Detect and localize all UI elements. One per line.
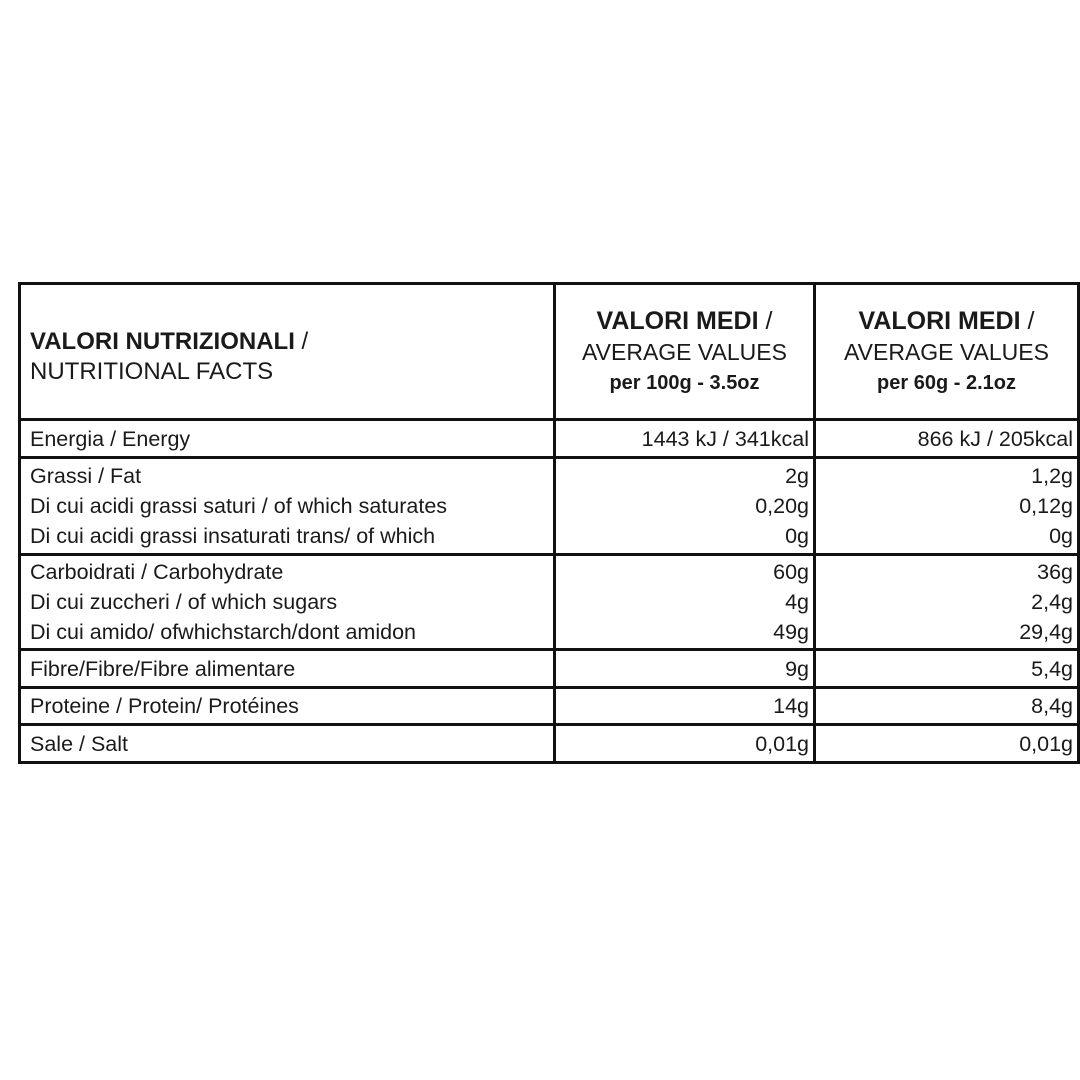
nutrient-value: 8,4g — [1031, 694, 1073, 718]
value-per-100g — [555, 688, 815, 725]
row-protein — [20, 688, 1079, 725]
value-per-60g — [815, 725, 1079, 763]
col-portion: per 100g - 3.5oz — [609, 371, 760, 394]
nutrient-value: 1,2g — [1031, 464, 1073, 488]
nutrient-value: 9g — [785, 656, 809, 681]
row-carbohydrate — [20, 555, 1079, 650]
table-header-row — [20, 284, 1079, 420]
nutrient-label: Grassi / Fat — [30, 464, 142, 488]
nutrient-value: 4g — [785, 590, 809, 614]
row-fibre — [20, 650, 1079, 688]
nutrient-value: 60g — [773, 560, 809, 584]
value-per-100g — [555, 650, 815, 688]
nutrient-value: 0,01g — [1019, 731, 1073, 756]
nutrient-value: 0,20g — [755, 494, 809, 518]
nutrient-label: Carboidrati / Carbohydrate — [30, 560, 284, 584]
label-cell — [20, 458, 555, 555]
label-cell — [20, 688, 555, 725]
nutrient-value: 5,4g — [1031, 656, 1073, 681]
col-title-it: VALORI MEDI / — [596, 306, 773, 335]
value-per-100g — [555, 555, 815, 650]
nutrient-value: 0g — [1049, 524, 1073, 548]
nutrient-label: Di cui acidi grassi insaturati trans/ of which — [30, 524, 436, 548]
value-per-60g — [815, 458, 1079, 555]
nutrient-value: 866 kJ / 205kcal — [917, 426, 1073, 451]
header-title-it: VALORI NUTRIZIONALI / — [30, 327, 309, 355]
nutrient-label: Fibre/Fibre/Fibre alimentare — [30, 656, 296, 681]
col-title-it: VALORI MEDI / — [858, 306, 1035, 335]
value-per-60g — [815, 688, 1079, 725]
nutrient-value: 14g — [773, 694, 809, 718]
nutrient-value: 29,4g — [1019, 620, 1073, 644]
nutrient-value: 49g — [773, 620, 809, 644]
nutrient-label: Sale / Salt — [30, 731, 128, 756]
nutrient-value: 0,12g — [1019, 494, 1073, 518]
nutrient-label: Proteine / Protein/ Protéines — [30, 694, 299, 718]
nutrient-value: 2g — [785, 464, 809, 488]
header-per-60g — [815, 284, 1079, 420]
header-per-100g — [555, 284, 815, 420]
nutrition-facts-table — [18, 282, 1080, 764]
nutrient-value: 2,4g — [1031, 590, 1073, 614]
value-per-60g — [815, 650, 1079, 688]
nutrient-value: 1443 kJ / 341kcal — [641, 426, 809, 451]
nutrient-label: Di cui acidi grassi saturi / of which saturates — [30, 494, 448, 518]
label-cell — [20, 650, 555, 688]
col-title-en: AVERAGE VALUES — [582, 338, 787, 365]
label-cell — [20, 555, 555, 650]
label-cell — [20, 725, 555, 763]
value-per-60g — [815, 555, 1079, 650]
col-portion: per 60g - 2.1oz — [877, 371, 1016, 394]
nutrient-label: Energia / Energy — [30, 426, 191, 451]
row-energy — [20, 420, 1079, 458]
col-title-en: AVERAGE VALUES — [844, 338, 1049, 365]
nutrient-value: 36g — [1037, 560, 1073, 584]
value-per-100g — [555, 458, 815, 555]
value-per-100g — [555, 420, 815, 458]
nutrient-value: 0g — [785, 524, 809, 548]
header-nutritional-facts — [20, 284, 555, 420]
header-title-en: NUTRITIONAL FACTS — [30, 357, 274, 385]
nutrient-label: Di cui zuccheri / of which sugars — [30, 590, 338, 614]
label-cell — [20, 420, 555, 458]
value-per-100g — [555, 725, 815, 763]
row-fat — [20, 458, 1079, 555]
nutrient-label: Di cui amido/ ofwhichstarch/dont amidon — [30, 620, 416, 644]
nutrient-value: 0,01g — [755, 731, 809, 756]
value-per-60g — [815, 420, 1079, 458]
row-salt — [20, 725, 1079, 763]
